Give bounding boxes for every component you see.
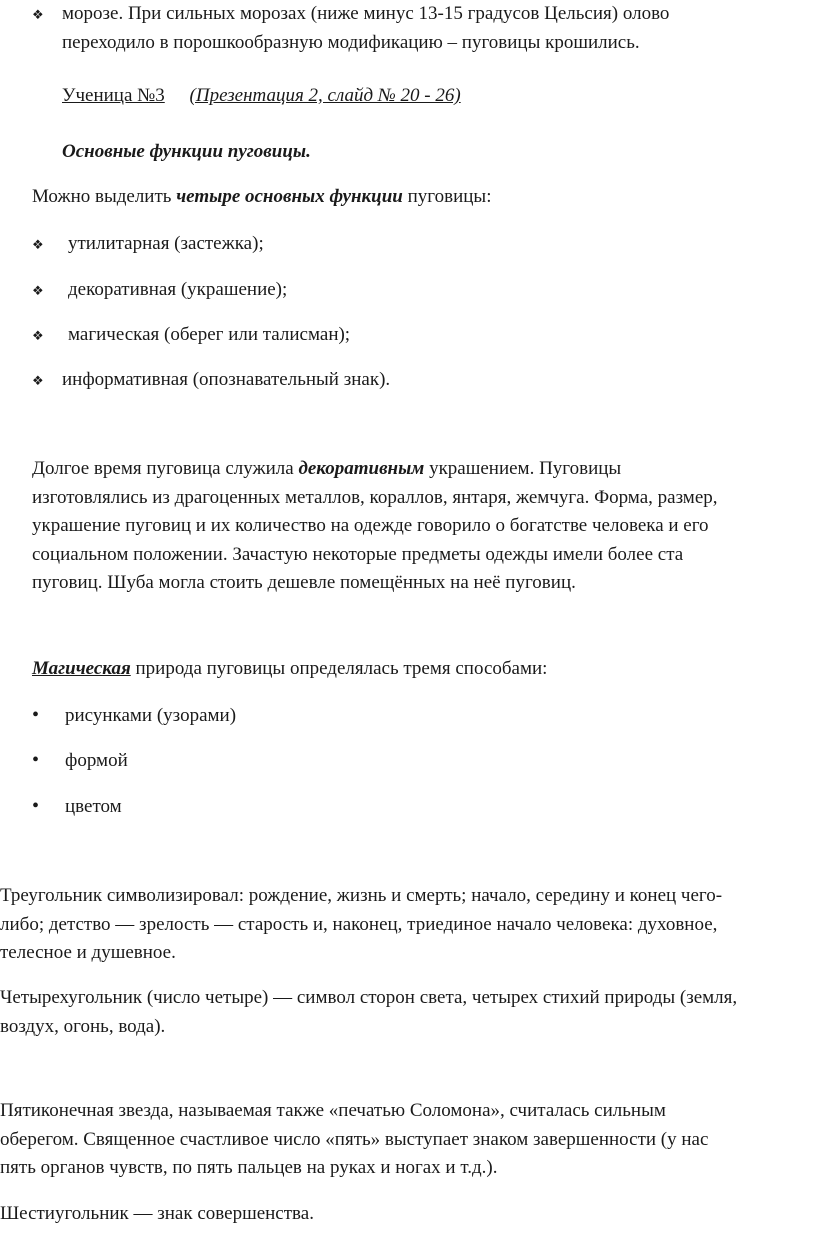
intro-line-2: переходило в порошкообразную модификацию – пуговицы крошились. <box>62 32 640 53</box>
dot-bullet-icon: • <box>32 749 40 771</box>
hexagon-line: Шестиугольник — знак совершенства. <box>0 1203 314 1224</box>
functions-intro: Можно выделить четыре основных функции пуговицы: <box>32 186 492 207</box>
dot-bullet-icon: • <box>32 795 40 817</box>
student-label: Ученица №3 <box>62 85 165 106</box>
list-item: ❖ утилитарная (застежка); <box>32 230 264 261</box>
diamond-bullet-icon: ❖ <box>32 238 44 253</box>
triangle-paragraph: Треугольник символизировал: рождение, жизнь и смерть; начало, середину и конец чего- либо; детство — зрелость — старость и, наконец, триединое начало человека: духовное, телесное и душевное. <box>0 885 723 963</box>
student-line <box>62 82 461 111</box>
list-item: ❖ декоративная (украшение); <box>32 276 287 307</box>
list-item: • цветом <box>32 795 122 817</box>
functions-heading: Основные функции пуговицы. <box>62 141 311 162</box>
list-item: • рисунками (узорами) <box>32 704 237 726</box>
intro-line-1: ❖ морозе. При сильных морозах (ниже минус 13-15 градусов Цельсия) олово <box>32 0 669 31</box>
list-item: ❖ магическая (оберег или талисман); <box>32 321 350 352</box>
diamond-bullet-icon: ❖ <box>32 8 44 23</box>
decor-paragraph: Долгое время пуговица служила декоративным украшением. Пуговицы изготовлялись из драгоценных металлов, кораллов, янтаря, жемчуга. Форма, размер, украшение пуговиц и их количество на одежде говорило о богатстве человека и его социальном положении. Зачастую некоторые предметы одежды имели более ста пуговиц. Шуба могла стоить дешевле помещённых на неё пуговиц. <box>32 458 718 593</box>
diamond-bullet-icon: ❖ <box>32 374 44 389</box>
diamond-bullet-icon: ❖ <box>32 329 44 344</box>
list-item: • формой <box>32 749 128 771</box>
star-paragraph: Пятиконечная звезда, называемая также «печатью Соломона», считалась сильным оберегом. Священное счастливое число «пять» выступает знаком завершенности (у нас пять органов чувств, по пять пальцев на руках и ногах и т.д.). <box>0 1100 709 1178</box>
dot-bullet-icon: • <box>32 704 40 726</box>
square-paragraph: Четырехугольник (число четыре) — символ сторон света, четырех стихий природы (земля, воздух, огонь, вода). <box>0 987 738 1037</box>
magic-intro: Магическая природа пуговицы определялась тремя способами: <box>32 658 548 679</box>
diamond-bullet-icon: ❖ <box>32 284 44 299</box>
list-item: ❖ информативная (опознавательный знак). <box>32 366 390 397</box>
presentation-ref: (Презентация 2, слайд № 20 - 26) <box>189 85 461 106</box>
